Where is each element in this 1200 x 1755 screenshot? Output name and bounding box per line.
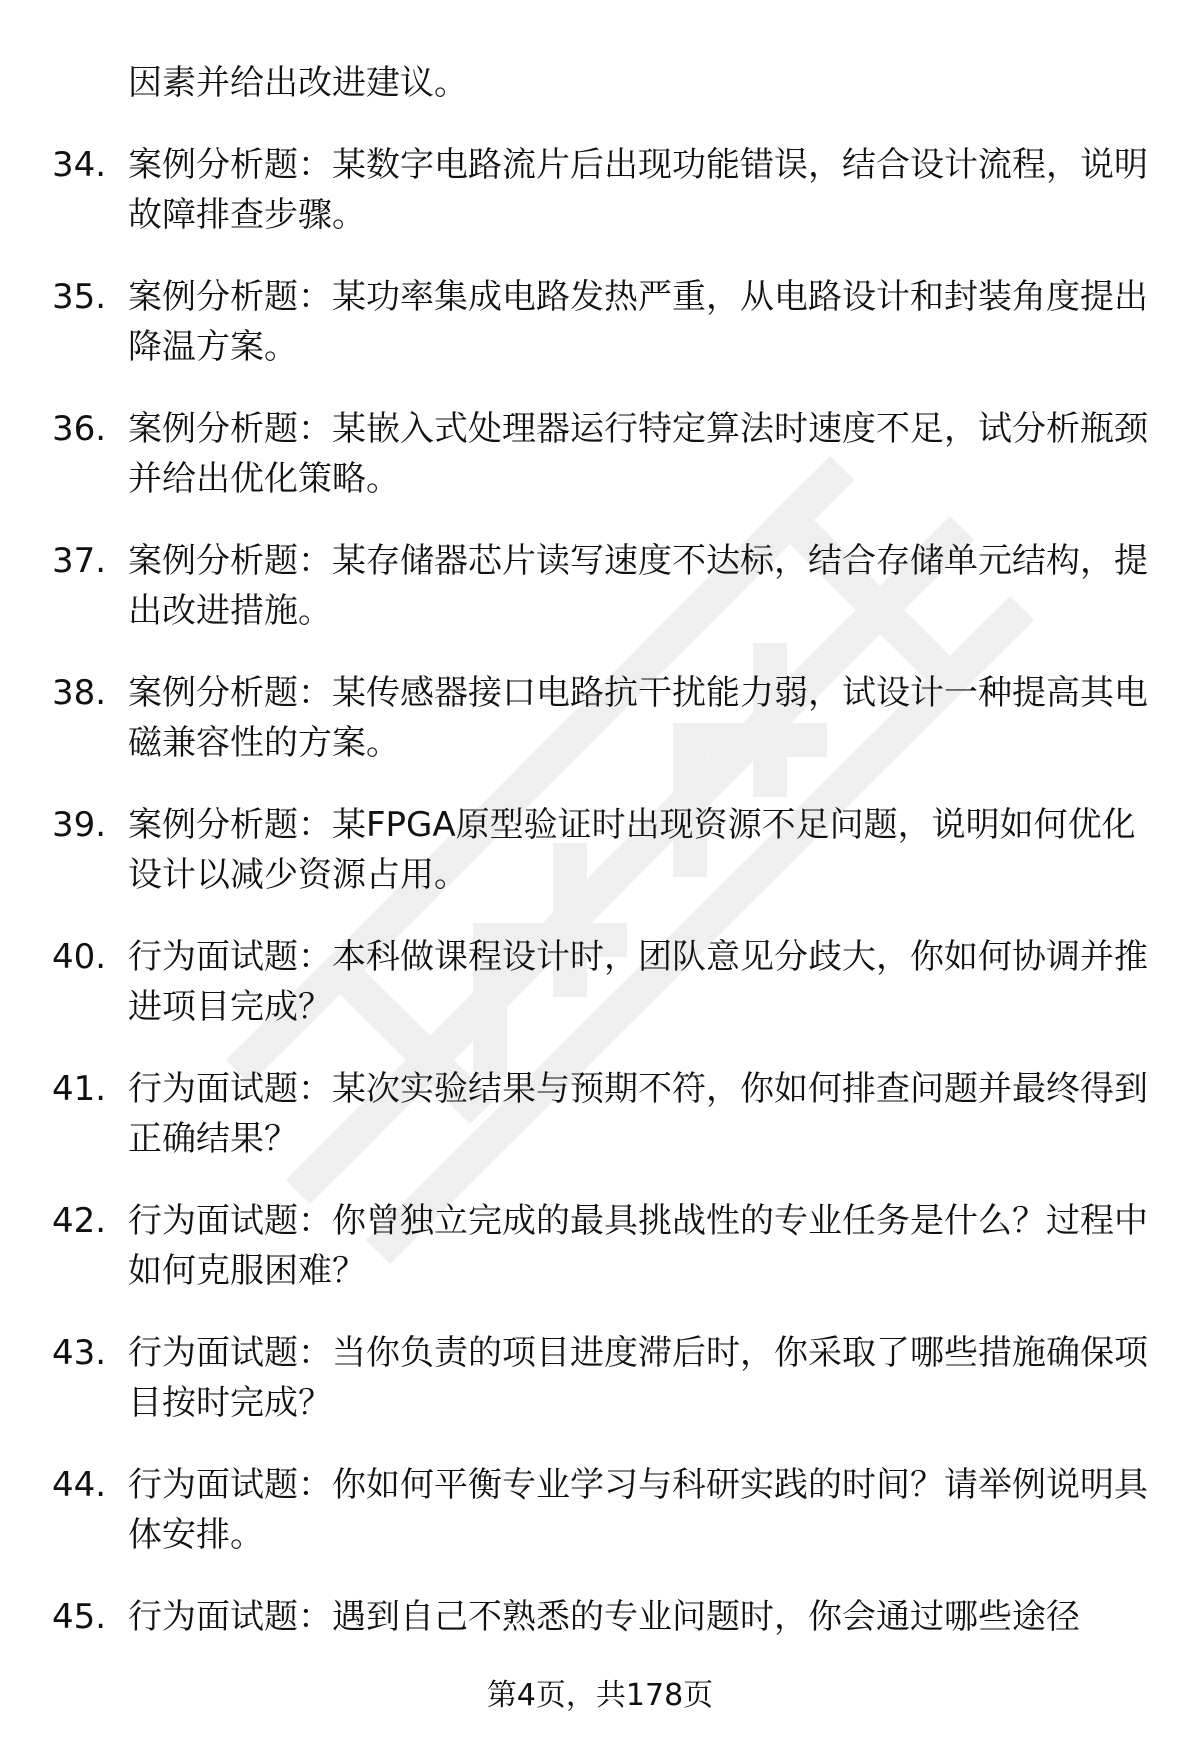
list-item: [0, 668, 1200, 800]
question-text: 行为面试题：当你负责的项目进度滞后时，你采取了哪些措施确保项目按时完成？: [128, 1333, 1148, 1423]
question-number: 44.: [52, 1465, 107, 1505]
list-item: [0, 1064, 1200, 1196]
question-text: 行为面试题：本科做课程设计时，团队意见分歧大，你如何协调并推进项目完成？: [128, 937, 1148, 1027]
question-number: 43.: [52, 1333, 107, 1373]
list-item: [0, 1328, 1200, 1460]
question-text: 案例分析题：某功率集成电路发热严重，从电路设计和封装角度提出降温方案。: [128, 277, 1148, 367]
question-number: 36.: [52, 409, 107, 449]
question-text: 行为面试题：你曾独立完成的最具挑战性的专业任务是什么？过程中如何克服困难？: [128, 1201, 1148, 1291]
list-item: [0, 932, 1200, 1064]
question-number: 40.: [52, 937, 107, 977]
question-number: 45.: [52, 1597, 107, 1637]
question-number: 35.: [52, 277, 107, 317]
question-number: 41.: [52, 1069, 107, 1109]
question-text: 行为面试题：遇到自己不熟悉的专业问题时，你会通过哪些途径: [128, 1597, 1080, 1637]
page-footer: 第4页，共178页: [486, 1678, 714, 1713]
question-text: 案例分析题：某FPGA原型验证时出现资源不足问题，说明如何优化设计以减少资源占用。: [128, 805, 1136, 895]
question-text: 行为面试题：某次实验结果与预期不符，你如何排查问题并最终得到正确结果？: [128, 1069, 1148, 1159]
question-number: 38.: [52, 673, 107, 713]
question-text: 案例分析题：某数字电路流片后出现功能错误，结合设计流程，说明故障排查步骤。: [128, 145, 1148, 235]
list-item: [0, 272, 1200, 404]
question-number: 42.: [52, 1201, 107, 1241]
list-item: [0, 140, 1200, 272]
list-item: [0, 1460, 1200, 1592]
list-item: [0, 800, 1200, 932]
continuation-text: 因素并给出改进建议。: [128, 63, 468, 103]
question-text: 案例分析题：某传感器接口电路抗干扰能力弱，试设计一种提高其电磁兼容性的方案。: [128, 673, 1148, 763]
question-number: 37.: [52, 541, 107, 581]
list-item: [0, 536, 1200, 668]
question-list: [0, 140, 1200, 1724]
question-text: 案例分析题：某存储器芯片读写速度不达标，结合存储单元结构，提出改进措施。: [128, 541, 1148, 631]
list-item: [0, 1196, 1200, 1328]
list-item: [0, 404, 1200, 536]
question-number: 39.: [52, 805, 107, 845]
question-text: 案例分析题：某嵌入式处理器运行特定算法时速度不足，试分析瓶颈并给出优化策略。: [128, 409, 1148, 499]
question-text: 行为面试题：你如何平衡专业学习与科研实践的时间？请举例说明具体安排。: [128, 1465, 1148, 1555]
question-number: 34.: [52, 145, 107, 185]
